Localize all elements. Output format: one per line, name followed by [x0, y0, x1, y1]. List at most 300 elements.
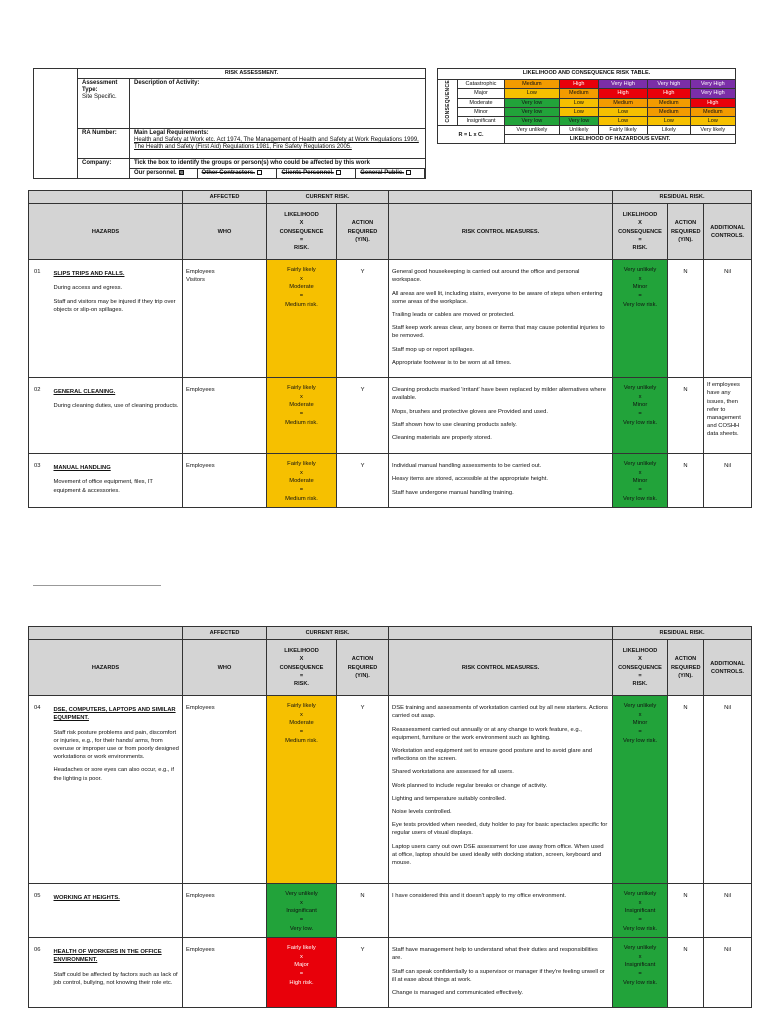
residual-risk-line: x [638, 899, 642, 906]
group-label: Clients Personnel. [281, 170, 334, 177]
company-label: Company: [78, 159, 130, 179]
risk-cell: Low [598, 117, 647, 126]
risk-cell: High [690, 98, 735, 107]
risk-table-page-1 [28, 190, 752, 508]
who-cell [183, 378, 267, 454]
checkbox-icon[interactable]: ☒ [179, 170, 185, 176]
control-measure: Eye tests provided when needed, duty holder to pay for basic spectacles specific for regular users of visual displays. [392, 822, 608, 837]
additional-controls-header [704, 640, 752, 696]
residual-risk-line: x [638, 469, 642, 476]
header-blank [389, 191, 613, 204]
hazard-row [29, 378, 752, 454]
hazard-title: HEALTH OF WORKERS IN THE OFFICE ENVIRONMENT. [53, 949, 162, 964]
current-risk-cell [267, 454, 337, 508]
current-risk-line: = [299, 916, 304, 923]
residual-action-required: N [668, 696, 704, 884]
hazard-cell [51, 884, 183, 938]
control-measure: Staff shown how to use cleaning products safely. [392, 421, 517, 428]
who-item: Employees [186, 893, 215, 900]
residual-risk-line: Very low risk. [622, 925, 658, 932]
control-measure: Staff keep work areas clear, any boxes or items that may cause potential injuries to be removed. [392, 325, 605, 340]
additional-controls: Nil [704, 260, 752, 378]
risk-table-page-2 [28, 626, 752, 1008]
risk-cell: Very High [690, 80, 735, 89]
hazard-number: 01 [29, 260, 51, 378]
risk-cell: Low [598, 107, 647, 116]
residual-action-header-line: REQUIRED [671, 228, 701, 235]
current-risk-line: Insignificant [286, 908, 317, 915]
current-risk-cell [267, 696, 337, 884]
likelihood-level: Fairly likely [598, 126, 647, 135]
checkbox-icon[interactable] [336, 170, 341, 175]
control-measures-cell [389, 938, 613, 1008]
header-row-top [29, 191, 752, 204]
consequence-label: CONSEQUENCE [444, 80, 451, 123]
action-required: Y [337, 454, 389, 508]
control-measures-cell [389, 884, 613, 938]
residual-risk-line: Minor [632, 720, 648, 727]
action-header-line: (Y/N). [355, 236, 370, 243]
consequence-level: Major [458, 89, 505, 98]
who-cell [183, 884, 267, 938]
residual-risk-line: Very unlikely [623, 461, 657, 468]
risk-cell: Low [505, 89, 560, 98]
current-risk-line: = [299, 292, 304, 299]
who-cell [183, 260, 267, 378]
residual-risk-cell [613, 454, 668, 508]
residual-risk-line: Insignificant [624, 962, 656, 969]
control-measure: Laptop users carry out own DSE assessment for use away from office. When used at office, laptop should be used ideally with docking station, screen, keyboard and mouse. [392, 843, 604, 867]
current-risk-line: High risk. [289, 979, 314, 986]
residual-risk-line: Very unlikely [623, 945, 657, 952]
current-risk-line: x [300, 953, 303, 960]
residual-lxc-header-line: CONSEQUENCE [618, 664, 662, 671]
lc-row [438, 89, 736, 98]
residual-risk-line: Minor [632, 478, 648, 485]
action-required: Y [337, 696, 389, 884]
who-item: Employees [186, 463, 215, 470]
residual-lxc-header-line: = [638, 236, 642, 243]
legal-cell [130, 129, 426, 159]
additional-controls-header [704, 204, 752, 260]
residual-risk-line: = [638, 728, 642, 735]
residual-action-required: N [668, 884, 704, 938]
control-measure: General good housekeeping is carried out around the office and personal workspace. [392, 269, 580, 284]
risk-cell: Very high [648, 80, 691, 89]
current-risk-line: Medium risk. [285, 419, 318, 426]
control-measure: Mops, brushes and protective gloves are Provided and used. [392, 408, 548, 415]
additional-controls: Nil [704, 696, 752, 884]
control-measure: Trailing leads or cables are moved or protected. [392, 312, 515, 319]
residual-lxc-header-line: = [638, 672, 642, 679]
residual-risk-line: = [638, 916, 642, 923]
hazard-description: During access and egress. [53, 285, 123, 292]
current-risk-line: Moderate [289, 402, 314, 409]
action-header [337, 204, 389, 260]
control-measures-header: RISK CONTROL MEASURES. [389, 204, 613, 260]
group-option [356, 169, 425, 178]
current-risk-line: x [300, 393, 303, 400]
current-risk-line: = [299, 970, 304, 977]
additional-controls-header-line: ADDITIONAL [710, 660, 745, 667]
current-risk-line: Medium risk. [285, 495, 318, 502]
residual-lxc-header-line: X [638, 220, 642, 227]
hazard-title: GENERAL CLEANING. [53, 389, 116, 396]
lxc-header [267, 204, 337, 260]
lxc-header [267, 640, 337, 696]
residual-risk-line: Very unlikely [623, 267, 657, 274]
group-label: Our personnel. [134, 170, 177, 177]
header-row-top [29, 627, 752, 640]
assessment-header-table [33, 68, 426, 179]
control-measure: Workstation and equipment set to ensure good posture and to avoid glare and reflections on the screen. [392, 748, 593, 763]
checkbox-icon[interactable] [257, 170, 262, 175]
who-item: Visitors [186, 277, 205, 284]
hazard-number: 05 [29, 884, 51, 938]
risk-cell: Very low [505, 98, 560, 107]
hazard-description: Movement of office equipment, files, IT equipment & accessories. [53, 479, 153, 494]
residual-risk-line: = [638, 410, 642, 417]
hazard-row [29, 454, 752, 508]
residual-action-required: N [668, 938, 704, 1008]
current-risk-line: x [300, 899, 303, 906]
additional-controls: Nil [704, 884, 752, 938]
risk-cell: Medium [690, 107, 735, 116]
lxc-header-line: CONSEQUENCE [279, 228, 324, 235]
likelihood-level: Very unlikely [505, 126, 560, 135]
residual-action-header-line: ACTION [674, 656, 697, 663]
action-required: N [337, 884, 389, 938]
hazard-description: Staff could be affected by factors such as lack of job control, bullying, not knowing their role etc. [53, 971, 178, 986]
hazard-description: Staff risk posture problems and pain, discomfort or injuries, e.g., for their hands/ arms, from overuse or improper use or from poorly designed workstations or work environments. [53, 729, 179, 761]
action-required: Y [337, 260, 389, 378]
who-item: Employees [186, 947, 215, 954]
group-label: General Public. [360, 170, 404, 177]
lxc-header-line: = [299, 672, 304, 679]
consequence-level: Insignificant [458, 117, 505, 126]
current-risk-cell [267, 378, 337, 454]
residual-action-header-line: (Y/N). [678, 236, 693, 243]
header-blank [389, 627, 613, 640]
risk-cell: Low [690, 117, 735, 126]
checkbox-icon[interactable] [406, 170, 411, 175]
who-cell [183, 938, 267, 1008]
control-measure: Lighting and temperature suitably controlled. [392, 795, 507, 802]
hazard-title: SLIPS TRIPS AND FALLS. [53, 271, 125, 278]
control-measures-cell [389, 696, 613, 884]
residual-risk-cell [613, 696, 668, 884]
who-cell [183, 696, 267, 884]
hazard-row [29, 884, 752, 938]
control-measure: Staff can speak confidentially to a supervisor or manager if they're feeling unwell or ill at ease about things at work. [392, 968, 605, 983]
risk-cell: High [648, 89, 691, 98]
residual-risk-header: RESIDUAL RISK. [613, 191, 752, 204]
residual-lxc-header-line: RISK. [632, 681, 648, 687]
hazard-number: 04 [29, 696, 51, 884]
page-divider [33, 585, 161, 586]
risk-cell: Very low [559, 117, 598, 126]
lc-row [438, 107, 736, 116]
affected-header: AFFECTED [183, 191, 267, 204]
residual-risk-line: Very unlikely [623, 385, 657, 392]
header-row-columns [29, 640, 752, 696]
current-risk-line: Fairly likely [287, 945, 316, 952]
control-measure: Heavy items are stored, accessible at the appropriate height. [392, 476, 548, 483]
risk-cell: Very High [598, 80, 647, 89]
control-measure: Cleaning products marked 'irritant' have been replaced by milder alternatives where available. [392, 387, 606, 402]
group-label: Other Contractors. [201, 170, 255, 177]
current-risk-cell [267, 884, 337, 938]
group-option [130, 169, 197, 178]
current-risk-header: CURRENT RISK. [267, 191, 389, 204]
current-risk-line: Fairly likely [287, 703, 316, 710]
who-item: Employees [186, 705, 215, 712]
description-cell[interactable] [130, 79, 426, 129]
current-risk-cell [267, 260, 337, 378]
control-measure: Staff mop up or report spillages. [392, 346, 475, 353]
likelihood-axis-label: LIKELIHOOD OF HAZARDOUS EVENT. [505, 135, 736, 144]
residual-risk-line: Insignificant [624, 908, 656, 915]
current-risk-line: Fairly likely [287, 385, 316, 392]
control-measure: Cleaning materials are properly stored. [392, 435, 492, 442]
current-risk-line: Medium risk. [285, 301, 318, 308]
residual-action-required: N [668, 260, 704, 378]
lxc-header-line: LIKELIHOOD [284, 648, 319, 655]
residual-action-header [668, 204, 704, 260]
control-measure: DSE training and assessments of workstation carried out by all new starters. Actions carried out asap. [392, 705, 608, 720]
affected-header: AFFECTED [183, 627, 267, 640]
residual-risk-line: x [638, 275, 642, 282]
control-measures-cell [389, 454, 613, 508]
action-header-line: REQUIRED [347, 664, 378, 671]
control-measures-header: RISK CONTROL MEASURES. [389, 640, 613, 696]
header-blank [29, 627, 183, 640]
current-risk-line: Major [294, 962, 309, 969]
description-label: Description of Activity: [134, 80, 200, 86]
current-risk-line: x [300, 275, 303, 282]
additional-controls-header-line: CONTROLS. [711, 232, 744, 239]
hazard-cell [51, 696, 183, 884]
lc-row [438, 80, 736, 89]
risk-cell: Medium [598, 98, 647, 107]
control-measures-cell [389, 378, 613, 454]
hazard-row [29, 696, 752, 884]
additional-controls: Nil [704, 454, 752, 508]
control-measures-cell [389, 260, 613, 378]
action-required: Y [337, 378, 389, 454]
hazard-cell [51, 378, 183, 454]
who-cell [183, 454, 267, 508]
risk-cell: Very High [690, 89, 735, 98]
residual-risk-line: Very low risk. [622, 495, 658, 502]
hazard-cell [51, 454, 183, 508]
assessment-type-label: Assessment Type: [82, 80, 118, 93]
residual-lxc-header-line: LIKELIHOOD [622, 212, 658, 219]
hazard-row [29, 938, 752, 1008]
residual-risk-cell [613, 884, 668, 938]
risk-cell: Low [559, 98, 598, 107]
residual-risk-line: Very low risk. [622, 979, 658, 986]
control-measure: Shared workstations are assessed for all users. [392, 769, 514, 776]
risk-cell: Medium [559, 89, 598, 98]
lxc-header-line: LIKELIHOOD [284, 212, 319, 219]
action-header-line: (Y/N). [355, 672, 370, 679]
lxc-header-line: RISK. [294, 245, 309, 251]
additional-controls: If employees have any issues, then refer to management and COSHH data sheets. [704, 378, 752, 454]
who-header: WHO [183, 204, 267, 260]
likelihood-level: Very likely [690, 126, 735, 135]
control-measure: I have considered this and it doesn't apply to my office environment. [392, 893, 567, 900]
consequence-level: Catastrophic [458, 80, 505, 89]
risk-cell: Very low [505, 107, 560, 116]
residual-risk-line: Minor [632, 402, 648, 409]
control-measure: Staff have undergone manual handling training. [392, 489, 514, 496]
legal-text: Health and Safety at Work etc. Act 1974, The Management of Health and Safety at Work Regulations 1999, The Health and Safety (First Aid) Regulations 1981, Fire Safety Regulations 2005. [134, 137, 419, 150]
additional-controls-header-line: CONTROLS. [711, 668, 744, 675]
group-option [197, 169, 277, 178]
consequence-level: Moderate [458, 98, 505, 107]
risk-cell: Medium [648, 107, 691, 116]
current-risk-line: Very low. [289, 925, 314, 932]
who-item: Employees [186, 387, 215, 394]
additional-controls-header-line: ADDITIONAL [710, 224, 745, 231]
header-row-columns [29, 204, 752, 260]
residual-action-required: N [668, 378, 704, 454]
hazards-header: HAZARDS [29, 204, 183, 260]
who-item: Employees [186, 269, 215, 276]
residual-risk-line: x [638, 953, 642, 960]
lxc-header-line: RISK. [294, 681, 309, 687]
residual-risk-cell [613, 938, 668, 1008]
current-risk-line: = [299, 486, 304, 493]
control-measure: Noise levels controlled. [392, 809, 452, 816]
current-risk-line: x [300, 469, 303, 476]
risk-cell: Low [559, 107, 598, 116]
current-risk-header: CURRENT RISK. [267, 627, 389, 640]
current-risk-line: Moderate [289, 720, 314, 727]
action-header-line: ACTION [351, 656, 374, 663]
current-risk-line: = [299, 728, 304, 735]
hazard-description: During cleaning duties, use of cleaning products. [53, 403, 179, 410]
residual-lxc-header [613, 640, 668, 696]
residual-action-required: N [668, 454, 704, 508]
hazard-title: WORKING AT HEIGHTS. [53, 895, 120, 902]
lc-row [438, 117, 736, 126]
residual-risk-line: x [638, 393, 642, 400]
hazard-title: DSE, COMPUTERS, LAPTOPS AND SIMILAR EQUIPMENT. [53, 707, 176, 722]
consequence-level: Minor [458, 107, 505, 116]
hazard-cell [51, 260, 183, 378]
current-risk-line: Moderate [289, 284, 314, 291]
consequence-axis [438, 80, 458, 126]
residual-risk-cell [613, 260, 668, 378]
residual-risk-cell [613, 378, 668, 454]
residual-risk-header: RESIDUAL RISK. [613, 627, 752, 640]
residual-action-header-line: REQUIRED [671, 664, 701, 671]
residual-lxc-header-line: CONSEQUENCE [618, 228, 662, 235]
group-option [277, 169, 356, 178]
likelihood-level: Unlikely [559, 126, 598, 135]
residual-risk-line: = [638, 486, 642, 493]
assessment-type-value: Site Specific. [82, 94, 117, 100]
logo-cell [34, 69, 78, 179]
residual-risk-line: x [638, 711, 642, 718]
current-risk-line: Medium risk. [285, 737, 318, 744]
residual-lxc-header-line: RISK. [632, 245, 648, 251]
residual-action-header-line: (Y/N). [678, 672, 693, 679]
current-risk-line: Fairly likely [287, 461, 316, 468]
control-measure: Reassessment carried out annually or at any change to work feature, e.g., equipment, furniture or the work environment such as lighting. [392, 726, 582, 741]
residual-risk-line: Very low risk. [622, 419, 658, 426]
lxc-header-line: CONSEQUENCE [279, 664, 324, 671]
who-header: WHO [183, 640, 267, 696]
current-risk-line: x [300, 711, 303, 718]
lc-table-title: LIKELIHOOD AND CONSEQUENCE RISK TABLE. [438, 69, 736, 80]
risk-cell: Low [648, 117, 691, 126]
hazard-number: 06 [29, 938, 51, 1008]
control-measure: Work planned to include regular breaks or change of activity. [392, 782, 548, 789]
ra-number-label: RA Number: [78, 129, 130, 159]
groups-row [130, 169, 425, 178]
assessment-title: RISK ASSESSMENT. [78, 69, 426, 79]
current-risk-cell [267, 938, 337, 1008]
control-measure: Staff have management help to understand what their duties and responsibilities are. [392, 947, 598, 962]
current-risk-line: Very unlikely [285, 891, 318, 898]
lxc-header-line: X [299, 220, 304, 227]
hazard-title: MANUAL HANDLING [53, 465, 111, 472]
hazard-cell [51, 938, 183, 1008]
residual-risk-line: Very unlikely [623, 703, 657, 710]
lxc-header-line: = [299, 236, 304, 243]
risk-cell: Very low [505, 117, 560, 126]
likelihood-level: Likely [648, 126, 691, 135]
action-header-line: ACTION [351, 220, 374, 227]
hazard-row [29, 260, 752, 378]
control-measure: Appropriate footwear is to be worn at all times. [392, 359, 512, 366]
control-measure: Change is managed and communicated effectively. [392, 990, 523, 997]
action-required: Y [337, 938, 389, 1008]
residual-action-header [668, 640, 704, 696]
legal-label: Main Legal Requirements: [134, 130, 209, 136]
residual-risk-line: Very unlikely [623, 891, 657, 898]
hazards-header: HAZARDS [29, 640, 183, 696]
risk-cell: Medium [648, 98, 691, 107]
control-measure: All areas are well lit, including stairs, everyone to be aware of steps when entering some areas of the workplace. [392, 290, 603, 305]
likelihood-consequence-table [437, 68, 736, 144]
additional-controls: Nil [704, 938, 752, 1008]
lc-row [438, 98, 736, 107]
risk-cell: High [559, 80, 598, 89]
residual-risk-line: = [638, 292, 642, 299]
residual-lxc-header [613, 204, 668, 260]
likelihood-row [438, 126, 736, 135]
residual-lxc-header-line: LIKELIHOOD [622, 648, 658, 655]
current-risk-line: Fairly likely [287, 267, 316, 274]
residual-risk-line: Very low risk. [622, 737, 658, 744]
residual-action-header-line: ACTION [674, 220, 697, 227]
risk-cell: Medium [505, 80, 560, 89]
action-header [337, 640, 389, 696]
assessment-type-cell [78, 79, 130, 129]
residual-risk-line: = [638, 970, 642, 977]
current-risk-line: Moderate [289, 478, 314, 485]
residual-lxc-header-line: X [638, 656, 642, 663]
residual-risk-line: Minor [632, 284, 648, 291]
tick-instruction: Tick the box to identify the groups or person(s) who could be affected by this work [130, 159, 426, 169]
groups-cell [130, 169, 426, 179]
current-risk-line: = [299, 410, 304, 417]
hazard-number: 03 [29, 454, 51, 508]
